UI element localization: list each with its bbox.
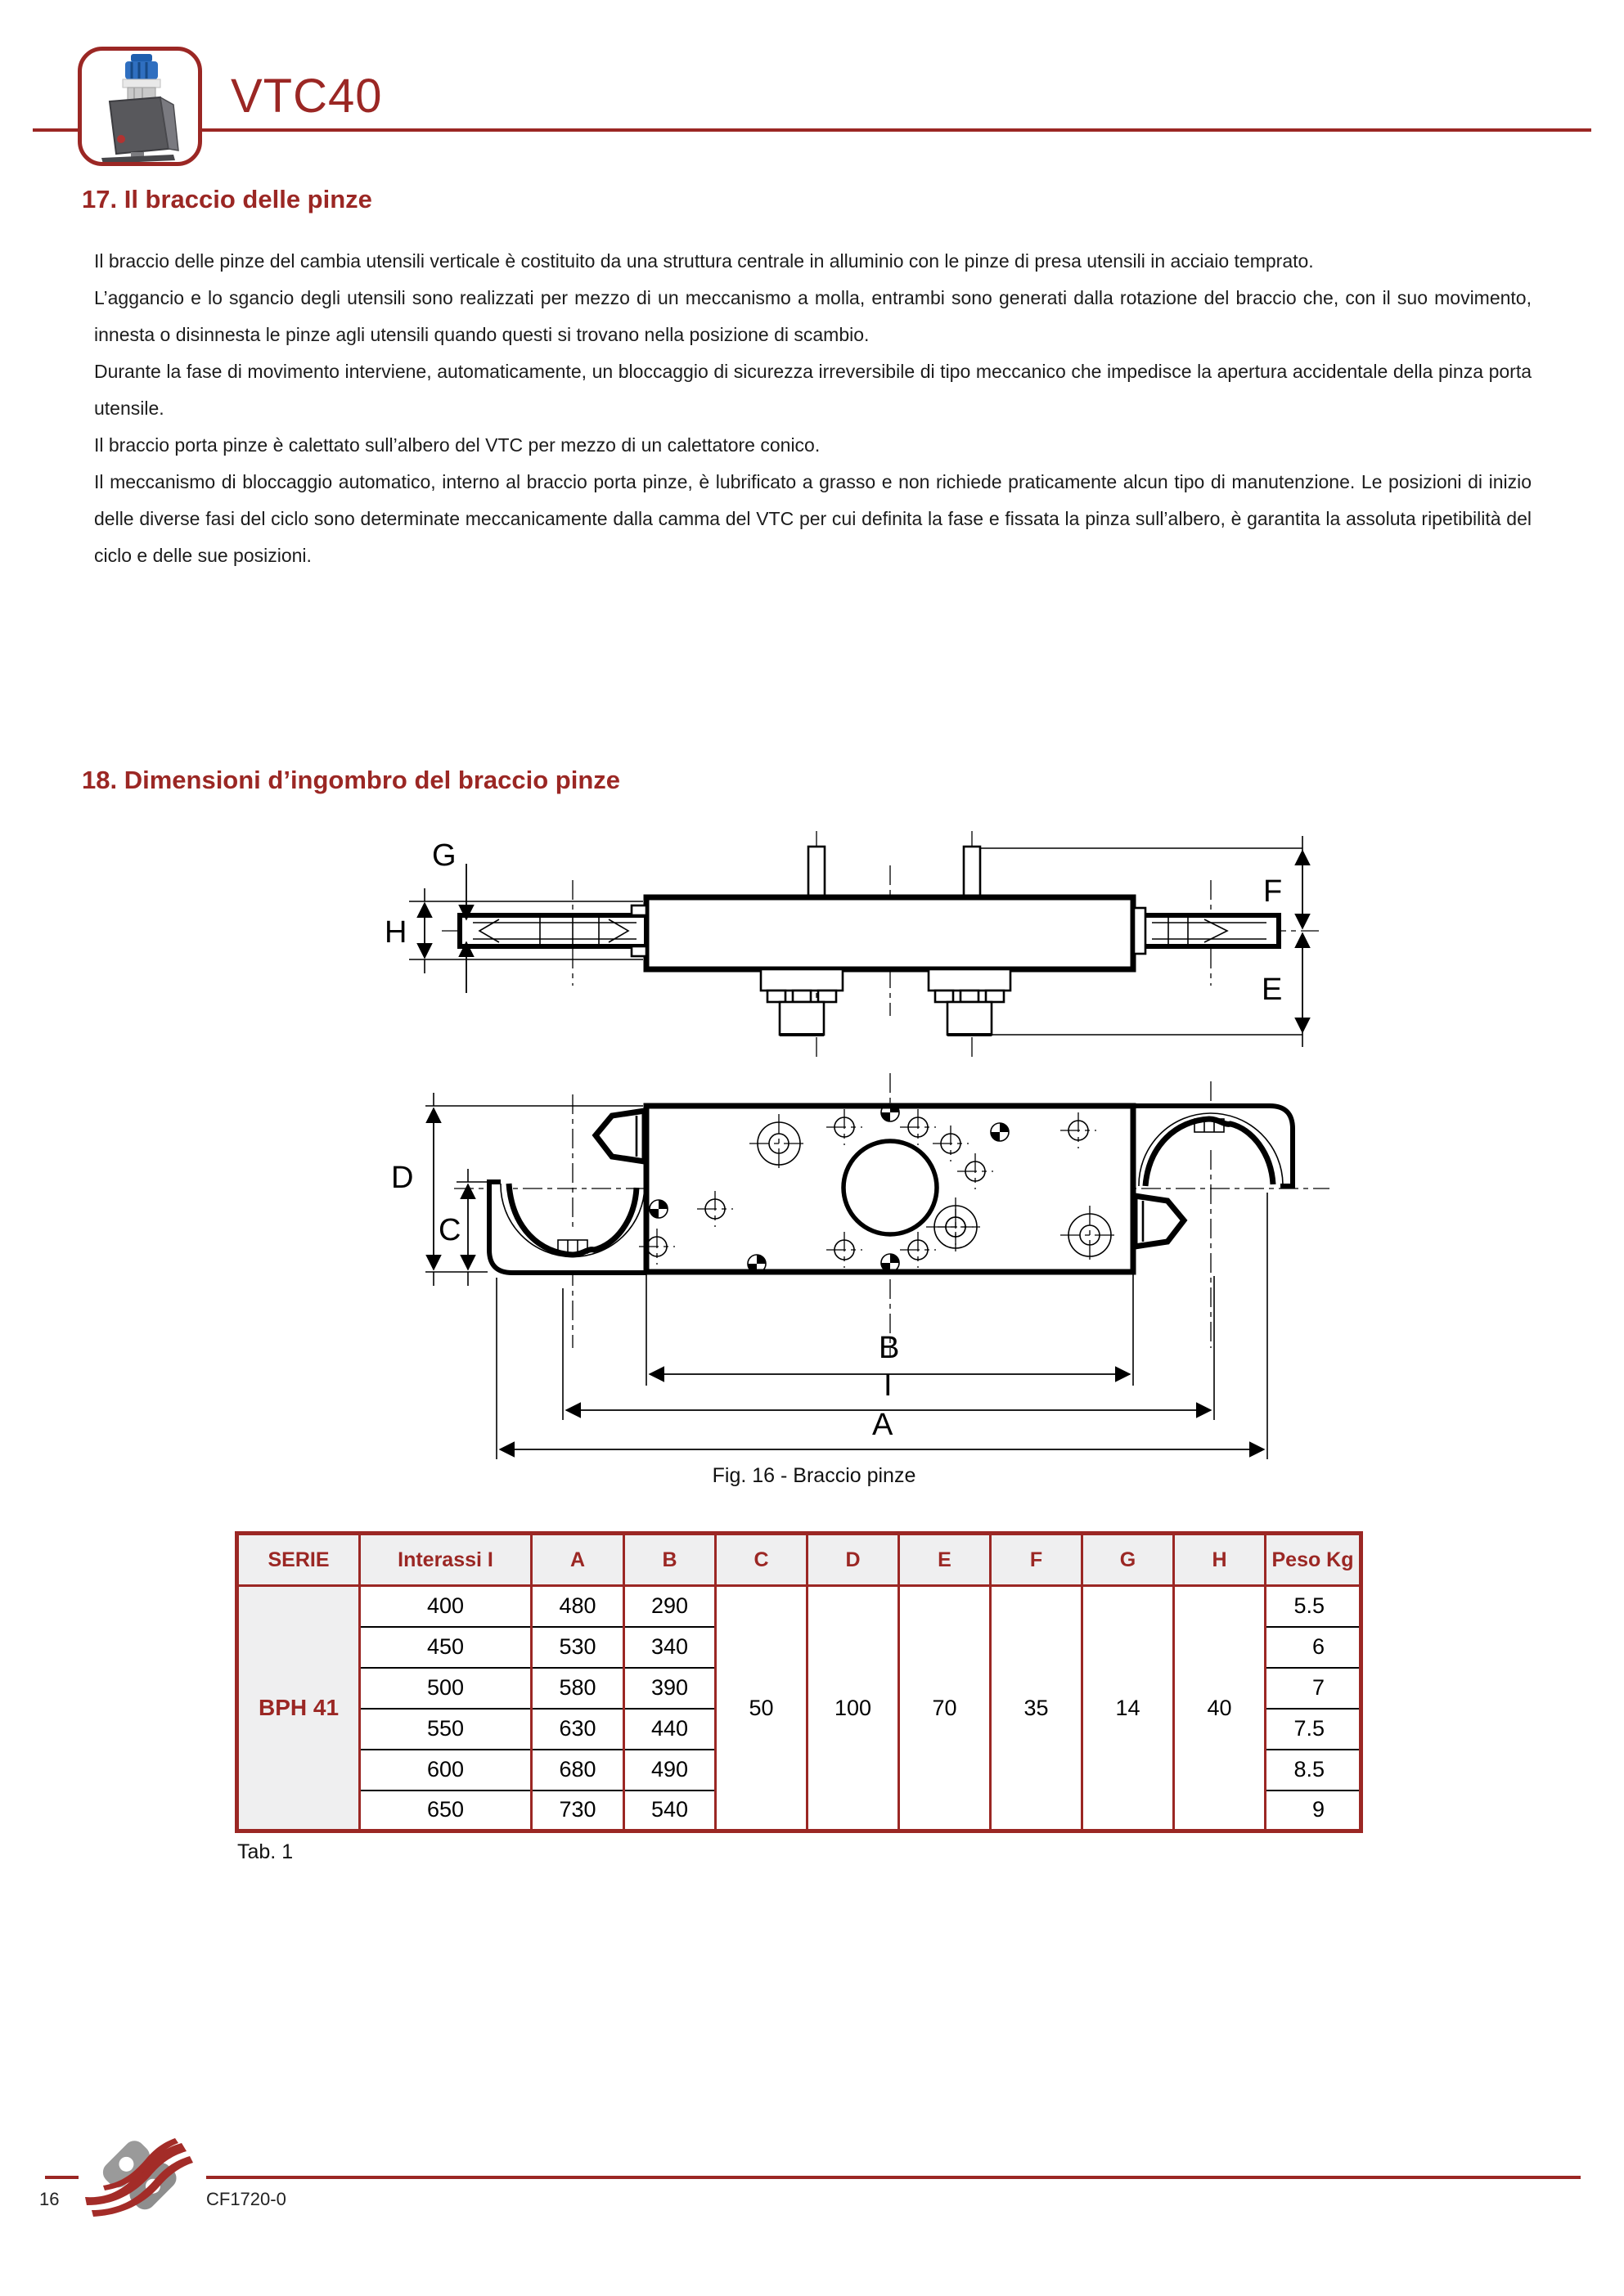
gripper-right xyxy=(1133,1106,1293,1247)
gripper-left xyxy=(489,1111,646,1273)
table-header-row xyxy=(237,1534,1361,1586)
cell-b: 290 xyxy=(624,1586,716,1627)
document-code: CF1720-0 xyxy=(206,2189,286,2209)
section-17-body xyxy=(94,243,1532,574)
col-header-f: F xyxy=(991,1534,1082,1586)
table-row xyxy=(237,1586,1361,1627)
cell-peso: 7.5 xyxy=(1266,1709,1361,1750)
paragraph: L’aggancio e lo sgancio degli utensili sono realizzati per mezzo di un meccanismo a molla, entrambi sono generati dalla rotazione del braccio che, con il suo movimento, innesta o disinnesta le pinze agli utensili quando questi si trovano nella posizione di scambio. xyxy=(94,287,1532,345)
drawing-side-view xyxy=(385,831,1319,1057)
cell-a: 680 xyxy=(532,1750,624,1791)
cell-peso: 7 xyxy=(1266,1668,1361,1709)
cell-interassi: 600 xyxy=(360,1750,532,1791)
product-photo-box xyxy=(78,47,202,166)
col-header-c: C xyxy=(716,1534,808,1586)
cell-a: 630 xyxy=(532,1709,624,1750)
cell-peso: 8.5 xyxy=(1266,1750,1361,1791)
cell-b: 440 xyxy=(624,1709,716,1750)
cell-interassi: 450 xyxy=(360,1627,532,1668)
cell-peso: 6 xyxy=(1266,1627,1361,1668)
figure-caption: Fig. 16 - Braccio pinze xyxy=(712,1464,916,1487)
col-header-d: D xyxy=(808,1534,899,1586)
cell-b: 540 xyxy=(624,1791,716,1831)
dim-label-I: I xyxy=(884,1368,893,1403)
col-header-g: G xyxy=(1082,1534,1174,1586)
cell-c: 50 xyxy=(716,1586,808,1831)
section-18-heading: 18. Dimensioni d’ingombro del braccio pinze xyxy=(82,766,620,794)
cell-d: 100 xyxy=(808,1586,899,1831)
table-caption: Tab. 1 xyxy=(237,1840,294,1863)
leg-left xyxy=(761,969,843,1035)
paragraph: Il braccio delle pinze del cambia utensili verticale è costituito da una struttura centrale in alluminio con le pinze di presa utensili in acciaio temprato. xyxy=(94,250,1314,272)
col-header-b: B xyxy=(624,1534,716,1586)
col-header-e: E xyxy=(899,1534,991,1586)
cell-h: 40 xyxy=(1174,1586,1266,1831)
cell-f: 35 xyxy=(991,1586,1082,1831)
cell-interassi: 650 xyxy=(360,1791,532,1831)
col-header-serie: SERIE xyxy=(237,1534,360,1586)
cell-interassi: 400 xyxy=(360,1586,532,1627)
paragraph: Durante la fase di movimento interviene, automaticamente, un bloccaggio di sicurezza irreversibile di tipo meccanico che impedisce la apertura accidentale della pinza porta utensile. xyxy=(94,361,1532,419)
serie-cell: BPH 41 xyxy=(237,1586,360,1831)
section-17-heading: 17. Il braccio delle pinze xyxy=(82,185,372,213)
cell-peso: 9 xyxy=(1266,1791,1361,1831)
company-logo xyxy=(79,2135,206,2220)
footer-rule xyxy=(45,2176,1581,2179)
cell-e: 70 xyxy=(899,1586,991,1831)
dim-label-D: D xyxy=(391,1161,414,1195)
cell-a: 480 xyxy=(532,1586,624,1627)
cell-interassi: 500 xyxy=(360,1668,532,1709)
cell-a: 580 xyxy=(532,1668,624,1709)
cell-b: 340 xyxy=(624,1627,716,1668)
product-photo xyxy=(82,51,198,162)
cell-peso: 5.5 xyxy=(1266,1586,1361,1627)
col-header-peso: Peso Kg xyxy=(1266,1534,1361,1586)
cell-a: 530 xyxy=(532,1627,624,1668)
page-title: VTC40 xyxy=(231,70,383,123)
dim-label-F: F xyxy=(1263,874,1283,909)
col-header-h: H xyxy=(1174,1534,1266,1586)
dim-label-B: B xyxy=(879,1331,900,1365)
dim-label-H: H xyxy=(385,915,407,950)
paragraph: Il braccio porta pinze è calettato sull’albero del VTC per mezzo di un calettatore conico. xyxy=(94,434,821,456)
header-rule xyxy=(33,128,1591,132)
drawing-plan-view xyxy=(391,1073,1329,1459)
col-header-a: A xyxy=(532,1534,624,1586)
cell-a: 730 xyxy=(532,1791,624,1831)
col-header-interassi: Interassi I xyxy=(360,1534,532,1586)
paragraph: Il meccanismo di bloccaggio automatico, interno al braccio porta pinze, è lubrificato a grasso e non richiede praticamente alcun tipo di manutenzione. Le posizioni di inizio delle diverse fasi del ciclo sono determinate meccanicamente dalla camma del VTC per cui definita la fase e fissata la pinza sull’albero, è garantita la assoluta ripetibilità del ciclo e delle sue posizioni. xyxy=(94,471,1532,566)
dim-label-C: C xyxy=(439,1213,461,1247)
dim-label-E: E xyxy=(1262,973,1283,1007)
leg-right xyxy=(929,969,1010,1035)
dimensions-table xyxy=(235,1531,1363,1833)
technical-drawing xyxy=(352,818,1383,1497)
page-number: 16 xyxy=(39,2189,60,2209)
cell-b: 390 xyxy=(624,1668,716,1709)
cell-g: 14 xyxy=(1082,1586,1174,1831)
dim-label-A: A xyxy=(872,1408,893,1442)
cell-interassi: 550 xyxy=(360,1709,532,1750)
cell-b: 490 xyxy=(624,1750,716,1791)
dim-label-G: G xyxy=(432,838,457,873)
